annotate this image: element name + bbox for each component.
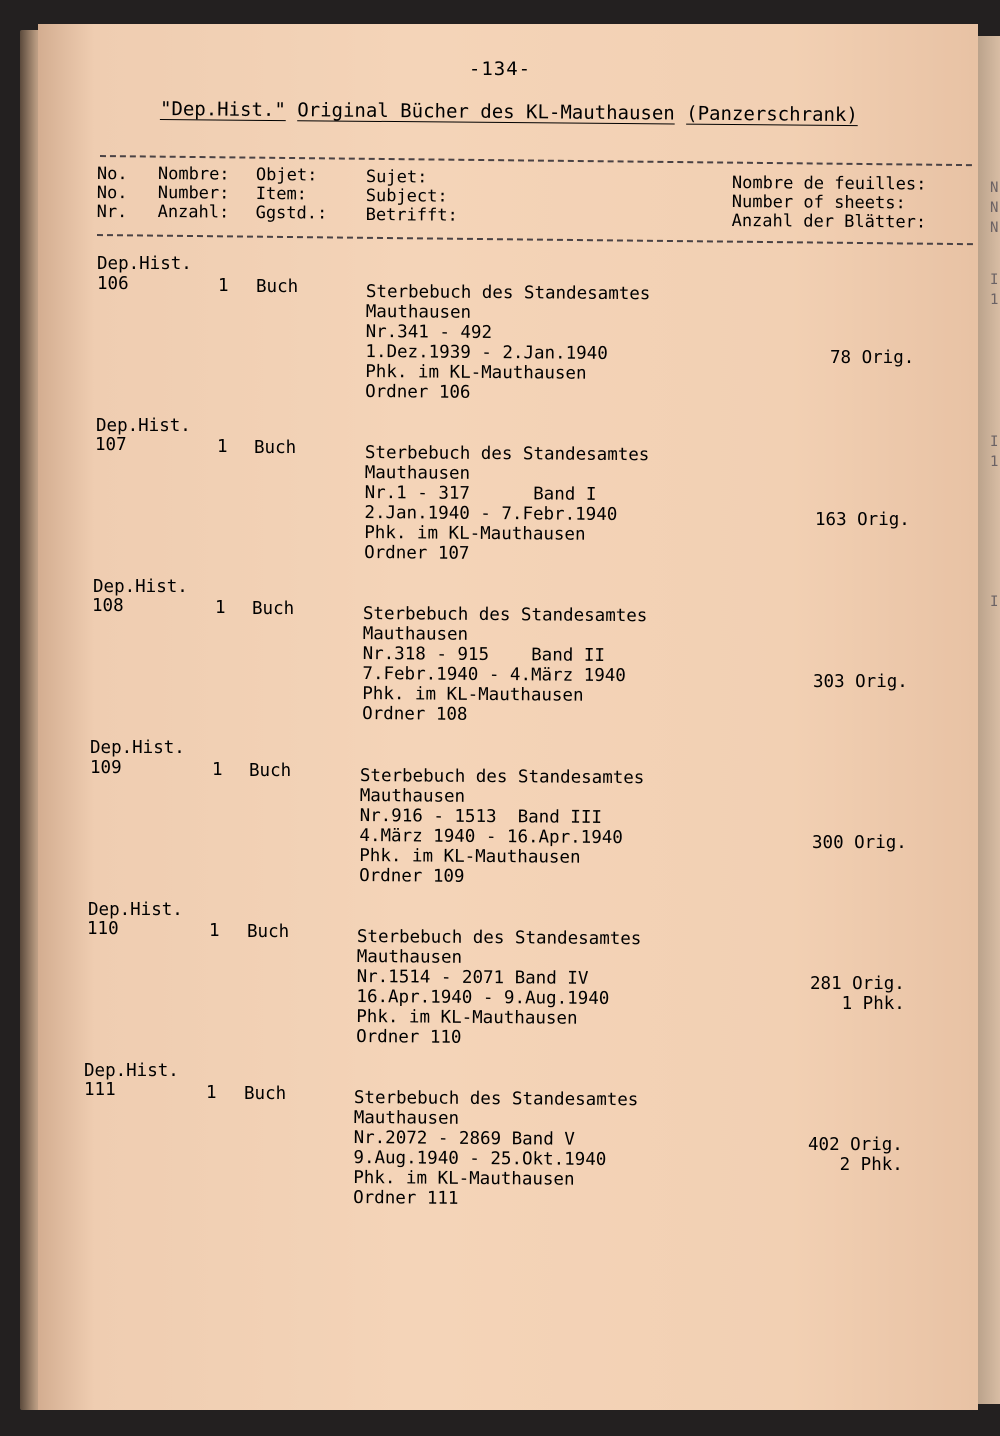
entry-sheets: 281 Orig. 1 Phk. (810, 974, 905, 1014)
entry-subject: Sterbebuch des Standesamtes Mauthausen Nr.916 - 1513 Band III 4.März 1940 - 16.Apr.1940 Phk. im KL-Mauthausen Ordner 109 (359, 766, 645, 887)
entry-number: 110 (87, 919, 119, 939)
entry-count: 1 (217, 437, 228, 457)
entry-sheets: 303 Orig. (813, 672, 908, 692)
facing-page-edge (976, 36, 1000, 1404)
entry-count: 1 (218, 276, 229, 296)
entry-subject: Sterbebuch des Standesamtes Mauthausen Nr.2072 - 2869 Band V 9.Aug.1940 - 25.Okt.1940 Phk. im KL-Mauthausen Ordner 111 (353, 1088, 639, 1209)
entry-item: Buch (249, 761, 292, 781)
edge-fragment: 1 (990, 292, 999, 308)
header-col-item: Objet: Item: Ggstd.: (255, 165, 328, 224)
entry-dep-label: Dep.Hist. (93, 577, 188, 597)
title-quoted: "Dep.Hist." (159, 98, 286, 122)
entry-item: Buch (254, 438, 297, 458)
entry-dep-label: Dep.Hist. (97, 254, 192, 274)
title-paren: (Panzerschrank) (686, 102, 858, 127)
edge-fragment: N (990, 180, 999, 196)
entry-dep-label: Dep.Hist. (88, 900, 183, 920)
page-number: -134- (468, 58, 532, 80)
entry-sheets: 78 Orig. (830, 348, 915, 368)
entry-count: 1 (212, 760, 223, 780)
entry-subject: Sterbebuch des Standesamtes Mauthausen Nr.341 - 492 1.Dez.1939 - 2.Jan.1940 Phk. im KL-Mauthausen Ordner 106 (365, 282, 651, 403)
edge-fragment: 1 (990, 454, 999, 470)
edge-fragment: N (990, 200, 999, 216)
entry-dep-label: Dep.Hist. (90, 738, 185, 758)
edge-fragment: I (990, 434, 999, 450)
entry-sheets: 402 Orig. 2 Phk. (808, 1135, 903, 1175)
edge-fragment: I (990, 272, 999, 288)
entry-dep-label: Dep.Hist. (96, 416, 191, 436)
edge-fragment: N (990, 220, 999, 236)
entry-dep-label: Dep.Hist. (84, 1061, 179, 1081)
entry-number: 109 (90, 758, 122, 778)
entry-subject: Sterbebuch des Standesamtes Mauthausen Nr.1514 - 2071 Band IV 16.Apr.1940 - 9.Aug.1940 Phk. im KL-Mauthausen Ordner 110 (356, 927, 642, 1048)
entry-number: 107 (95, 435, 127, 455)
header-col-subject: Sujet: Subject: Betrifft: (365, 167, 458, 226)
header-col-sheets: Nombre de feuilles: Number of sheets: Anzahl der Blätter: (731, 173, 927, 233)
entry-subject: Sterbebuch des Standesamtes Mauthausen Nr.318 - 915 Band II 7.Febr.1940 - 4.März 1940 Phk. im KL-Mauthausen Ordner 108 (362, 604, 648, 725)
entry-number: 108 (92, 596, 124, 616)
header-col-count: Nombre: Number: Anzahl: (157, 164, 230, 223)
entry-number: 111 (84, 1080, 116, 1100)
entry-item: Buch (256, 277, 299, 297)
entry-subject: Sterbebuch des Standesamtes Mauthausen Nr.1 - 317 Band I 2.Jan.1940 - 7.Febr.1940 Phk. im KL-Mauthausen Ordner 107 (364, 443, 650, 564)
entry-count: 1 (215, 598, 226, 618)
entry-count: 1 (209, 921, 220, 941)
header-col-no: No. No. Nr. (96, 164, 128, 223)
entry-item: Buch (252, 599, 295, 619)
entry-item: Buch (244, 1084, 287, 1104)
entry-count: 1 (206, 1083, 217, 1103)
entry-number: 106 (97, 274, 129, 294)
entry-sheets: 300 Orig. (812, 833, 907, 853)
title-text: Original Bücher des KL-Mauthausen (297, 99, 675, 125)
entry-sheets: 163 Orig. (815, 510, 910, 530)
edge-fragment: I (990, 594, 999, 610)
entry-item: Buch (247, 922, 290, 942)
